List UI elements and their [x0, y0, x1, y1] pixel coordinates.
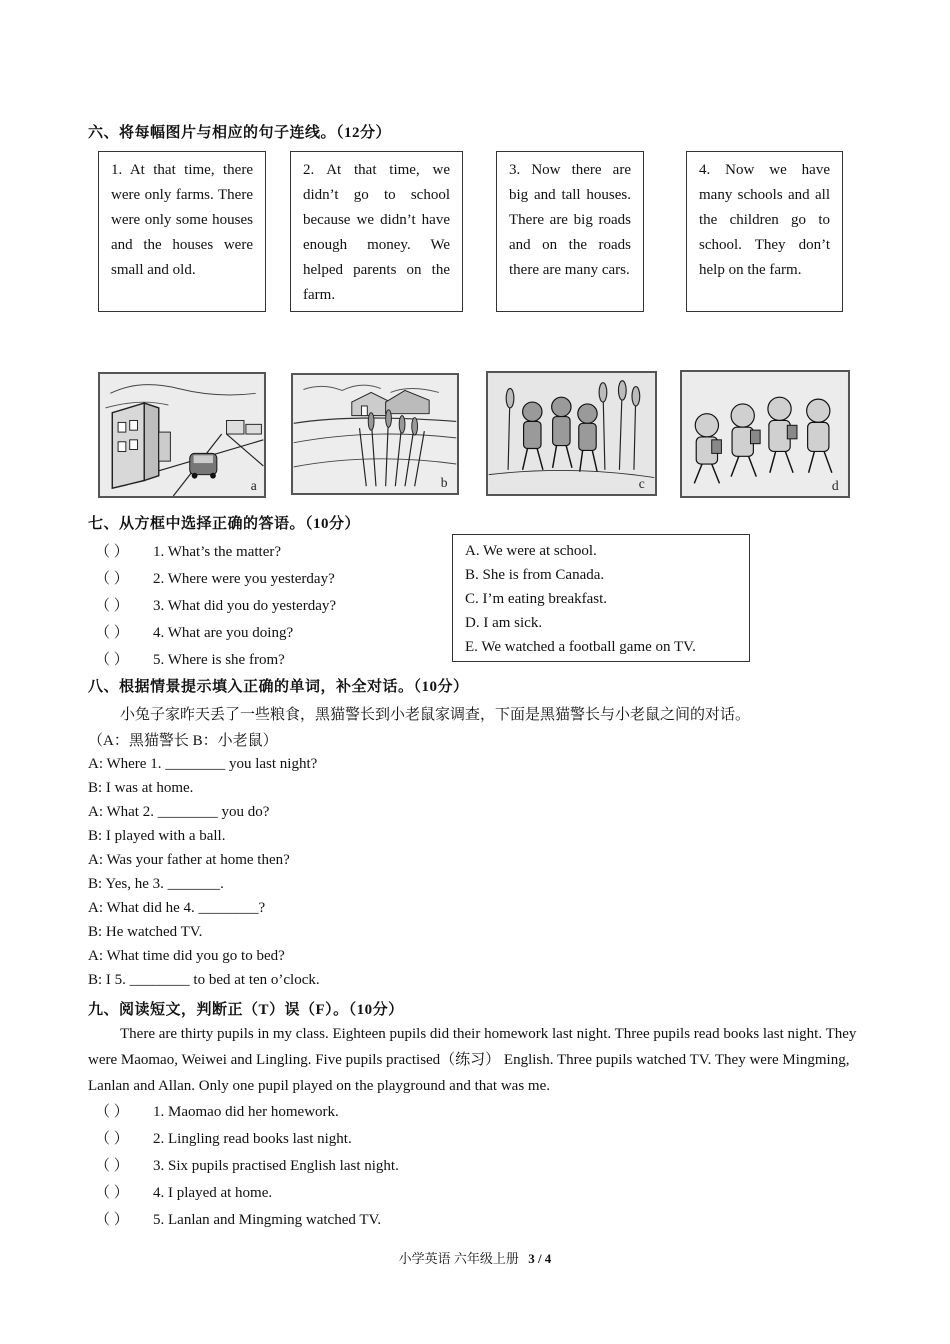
picture-d-children-school[interactable]: [680, 370, 850, 498]
statement-text: 3. Six pupils practised English last night.: [153, 1158, 399, 1174]
picture-c-children-farm[interactable]: [486, 371, 657, 496]
answer-blank[interactable]: （ ）: [95, 598, 129, 614]
children-school-illustration: [682, 372, 848, 496]
dialogue-line: A: Where 1. ________ you last night?: [88, 756, 318, 772]
question-row: [95, 621, 293, 642]
farm-illustration: [293, 375, 457, 493]
statement-row: [95, 1127, 352, 1148]
footer-subject: 小学英语 六年级上册: [398, 1251, 519, 1266]
dialogue-line: B: Yes, he 3. _______.: [88, 876, 224, 892]
statement-row: [95, 1154, 399, 1175]
statement-text: 5. Lanlan and Mingming watched TV.: [153, 1212, 382, 1228]
sentence-text: 4. Now we have many schools and all the children go to school. They don’t help on the farm.: [699, 162, 830, 278]
option-b: B. She is from Canada.: [465, 567, 605, 583]
answer-blank[interactable]: （ ）: [95, 1104, 129, 1120]
section9-heading: 九、阅读短文，判断正（T）误（F）。（10分）: [88, 1002, 404, 1018]
option-a: A. We were at school.: [465, 543, 597, 559]
picture-label: c: [638, 476, 645, 492]
dialogue-line: B: I 5. ________ to bed at ten o’clock.: [88, 972, 320, 988]
sentence-box-2[interactable]: [290, 151, 463, 312]
section8-intro: 小兔子家昨天丢了一些粮食，黑猫警长到小老鼠家调查，下面是黑猫警长与小老鼠之间的对话。: [120, 707, 751, 723]
section6-heading: 六、将每幅图片与相应的句子连线。（12分）: [88, 125, 392, 141]
sentence-box-3[interactable]: [496, 151, 644, 312]
option-e: E. We watched a football game on TV.: [465, 639, 696, 655]
dialogue-line: A: What did he 4. ________?: [88, 900, 266, 916]
picture-label: d: [831, 478, 839, 494]
question-text: 2. Where were you yesterday?: [153, 571, 335, 587]
answer-blank[interactable]: （ ）: [95, 652, 129, 668]
question-row: [95, 648, 285, 669]
answer-blank[interactable]: （ ）: [95, 1185, 129, 1201]
statement-row: [95, 1100, 339, 1121]
answer-blank[interactable]: （ ）: [95, 625, 129, 641]
statement-text: 4. I played at home.: [153, 1185, 273, 1201]
sentence-text: 3. Now there are big and tall houses. There are big roads and on the roads there are many cars.: [509, 162, 631, 278]
picture-label: b: [440, 475, 448, 491]
section8-roles: （A：黑猫警长 B：小老鼠）: [88, 733, 278, 749]
answer-blank[interactable]: （ ）: [95, 571, 129, 587]
children-farm-illustration: [488, 373, 655, 494]
footer-page-number: 3 / 4: [528, 1251, 552, 1266]
question-text: 3. What did you do yesterday?: [153, 598, 337, 614]
sentence-text: 1. At that time, there were only farms. There were only some houses and the houses were small and old.: [111, 162, 253, 278]
reading-passage: There are thirty pupils in my class. Eighteen pupils did their homework last night. Three pupils read books last night. They were Maomao, Weiwei and Lingling. Five pupils practised（练习） English. Three pupils watched TV. They were Mingming, Lanlan and Allan. Only one pupil played on the playground and that was me.: [88, 1026, 857, 1094]
dialogue-line: A: Was your father at home then?: [88, 852, 290, 868]
page-footer: [0, 1248, 950, 1267]
option-d: D. I am sick.: [465, 615, 543, 631]
dialogue-line: B: I played with a ball.: [88, 828, 226, 844]
answer-blank[interactable]: （ ）: [95, 1158, 129, 1174]
city-street-illustration: [100, 374, 264, 496]
dialogue-line: B: He watched TV.: [88, 924, 203, 940]
statement-text: 2. Lingling read books last night.: [153, 1131, 352, 1147]
statement-text: 1. Maomao did her homework.: [153, 1104, 339, 1120]
answer-blank[interactable]: （ ）: [95, 1212, 129, 1228]
sentence-text: 2. At that time, we didn’t go to school because we didn’t have enough money. We helped parents on the farm.: [303, 162, 450, 303]
statement-row: [95, 1181, 272, 1202]
question-text: 5. Where is she from?: [153, 652, 285, 668]
picture-a-city-street[interactable]: [98, 372, 266, 498]
question-row: [95, 567, 335, 588]
option-c: C. I’m eating breakfast.: [465, 591, 608, 607]
picture-b-farm[interactable]: [291, 373, 459, 495]
dialogue-line: A: What time did you go to bed?: [88, 948, 285, 964]
sentence-box-4[interactable]: [686, 151, 843, 312]
question-text: 1. What’s the matter?: [153, 544, 282, 560]
answer-blank[interactable]: （ ）: [95, 544, 129, 560]
dialogue-line: A: What 2. ________ you do?: [88, 804, 270, 820]
section7-heading: 七、从方框中选择正确的答语。（10分）: [88, 516, 361, 532]
answer-options-box: [452, 534, 750, 662]
question-row: [95, 540, 281, 561]
question-row: [95, 594, 336, 615]
dialogue-line: B: I was at home.: [88, 780, 194, 796]
answer-blank[interactable]: （ ）: [95, 1131, 129, 1147]
section8-heading: 八、根据情景提示填入正确的单词，补全对话。（10分）: [88, 679, 469, 695]
statement-row: [95, 1208, 381, 1229]
picture-label: a: [250, 478, 257, 494]
question-text: 4. What are you doing?: [153, 625, 294, 641]
sentence-box-1[interactable]: [98, 151, 266, 312]
